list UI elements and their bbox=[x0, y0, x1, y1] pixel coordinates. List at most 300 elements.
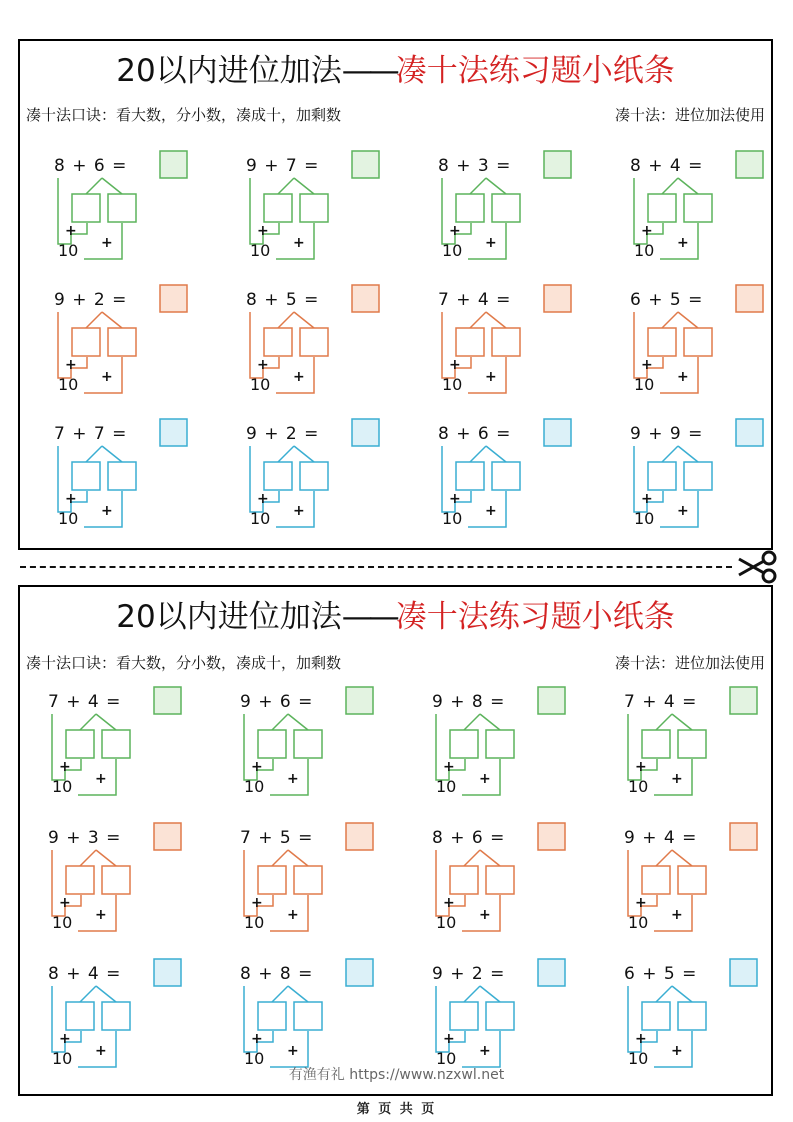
equals-sign: = bbox=[112, 156, 128, 176]
split-line bbox=[672, 986, 692, 1002]
make-ten-problem bbox=[46, 821, 206, 941]
equals-sign: = bbox=[688, 290, 704, 310]
addend-a: 7 bbox=[54, 424, 66, 444]
plus-sign: + bbox=[677, 235, 689, 251]
split-line bbox=[672, 714, 692, 730]
equation bbox=[54, 155, 127, 177]
split-line bbox=[288, 714, 308, 730]
equals-sign: = bbox=[682, 964, 698, 984]
split-box[interactable] bbox=[486, 1002, 514, 1030]
split-box[interactable] bbox=[648, 462, 676, 490]
answer-box[interactable] bbox=[160, 285, 187, 312]
plus-sign: + bbox=[479, 1043, 491, 1059]
answer-box[interactable] bbox=[730, 959, 757, 986]
ten-label: 10 bbox=[52, 913, 73, 932]
split-box[interactable] bbox=[294, 1002, 322, 1030]
split-box[interactable] bbox=[684, 328, 712, 356]
split-box[interactable] bbox=[450, 1002, 478, 1030]
split-box[interactable] bbox=[72, 462, 100, 490]
split-line bbox=[470, 446, 486, 462]
scissors-icon bbox=[736, 550, 782, 584]
sheet-title bbox=[20, 595, 771, 639]
title-dash: —— bbox=[341, 53, 396, 89]
equals-sign: = bbox=[682, 692, 698, 712]
addend-a: 9 bbox=[54, 290, 66, 310]
plus-sign: + bbox=[642, 964, 658, 984]
split-box[interactable] bbox=[678, 730, 706, 758]
split-line bbox=[672, 850, 692, 866]
ten-label: 10 bbox=[58, 241, 79, 260]
method-rhyme: 凑十法口诀：看大数，分小数，凑成十，加剩数 bbox=[26, 654, 342, 672]
split-line bbox=[678, 312, 698, 328]
make-ten-problem bbox=[436, 149, 596, 269]
plus-sign: + bbox=[450, 828, 466, 848]
answer-box[interactable] bbox=[154, 823, 181, 850]
equals-sign: = bbox=[106, 828, 122, 848]
equals-sign: = bbox=[682, 828, 698, 848]
addend-a: 9 bbox=[630, 424, 642, 444]
plus-sign: + bbox=[642, 692, 658, 712]
split-line bbox=[486, 312, 506, 328]
plus-sign: + bbox=[450, 964, 466, 984]
title-subtitle: 凑十法练习题小纸条 bbox=[395, 599, 675, 635]
split-line bbox=[656, 714, 672, 730]
split-line bbox=[278, 446, 294, 462]
equation bbox=[54, 289, 127, 311]
plus-sign: + bbox=[101, 369, 113, 385]
make-ten-problem bbox=[244, 417, 404, 537]
addend-a: 8 bbox=[240, 964, 252, 984]
split-line bbox=[96, 714, 116, 730]
addend-b: 4 bbox=[669, 156, 682, 176]
answer-box[interactable] bbox=[538, 959, 565, 986]
split-line bbox=[470, 312, 486, 328]
equals-sign: = bbox=[112, 290, 128, 310]
plus-sign: + bbox=[59, 895, 71, 911]
ten-label: 10 bbox=[244, 777, 265, 796]
split-box[interactable] bbox=[294, 730, 322, 758]
plus-sign: + bbox=[635, 895, 647, 911]
answer-box[interactable] bbox=[154, 687, 181, 714]
watermark: 有渔有礼 https://www.nzxwl.net bbox=[288, 1067, 505, 1083]
answer-box[interactable] bbox=[538, 823, 565, 850]
answer-box[interactable] bbox=[346, 959, 373, 986]
addend-b: 5 bbox=[669, 290, 682, 310]
answer-box[interactable] bbox=[352, 419, 379, 446]
split-line bbox=[102, 178, 122, 194]
addend-b: 7 bbox=[285, 156, 298, 176]
addend-a: 8 bbox=[438, 424, 450, 444]
plus-sign: + bbox=[648, 290, 664, 310]
equation bbox=[240, 691, 313, 713]
plus-sign: + bbox=[456, 290, 472, 310]
equals-sign: = bbox=[490, 828, 506, 848]
ten-label: 10 bbox=[250, 375, 271, 394]
plus-sign: + bbox=[95, 907, 107, 923]
make-ten-problem bbox=[238, 957, 398, 1077]
make-ten-problem bbox=[238, 685, 398, 805]
sheet-title bbox=[20, 49, 771, 93]
plus-sign: + bbox=[66, 692, 82, 712]
plus-sign: + bbox=[251, 1031, 263, 1047]
plus-sign: + bbox=[449, 357, 461, 373]
split-line bbox=[96, 986, 116, 1002]
make-ten-problem bbox=[244, 283, 404, 403]
split-line bbox=[80, 714, 96, 730]
plus-sign: + bbox=[443, 759, 455, 775]
split-box[interactable] bbox=[264, 462, 292, 490]
equals-sign: = bbox=[688, 156, 704, 176]
method-usage: 凑十法：进位加法使用 bbox=[614, 106, 765, 124]
plus-sign: + bbox=[443, 1031, 455, 1047]
split-line bbox=[294, 178, 314, 194]
plus-sign: + bbox=[65, 491, 77, 507]
equation bbox=[246, 289, 319, 311]
split-box[interactable] bbox=[648, 328, 676, 356]
split-line bbox=[656, 986, 672, 1002]
plus-sign: + bbox=[443, 895, 455, 911]
plus-sign: + bbox=[258, 964, 274, 984]
plus-sign: + bbox=[293, 369, 305, 385]
make-ten-problem bbox=[46, 685, 206, 805]
equals-sign: = bbox=[490, 964, 506, 984]
plus-sign: + bbox=[648, 156, 664, 176]
ten-label: 10 bbox=[628, 777, 649, 796]
addend-a: 8 bbox=[48, 964, 60, 984]
plus-sign: + bbox=[257, 491, 269, 507]
equation bbox=[630, 155, 703, 177]
addend-a: 9 bbox=[240, 692, 252, 712]
plus-sign: + bbox=[65, 357, 77, 373]
answer-box[interactable] bbox=[352, 151, 379, 178]
split-box[interactable] bbox=[642, 1002, 670, 1030]
plus-sign: + bbox=[251, 895, 263, 911]
split-box[interactable] bbox=[678, 866, 706, 894]
split-line bbox=[480, 850, 500, 866]
split-line bbox=[86, 446, 102, 462]
equals-sign: = bbox=[304, 156, 320, 176]
split-box[interactable] bbox=[72, 328, 100, 356]
split-box[interactable] bbox=[66, 1002, 94, 1030]
split-line bbox=[678, 446, 698, 462]
split-box[interactable] bbox=[456, 462, 484, 490]
plus-sign: + bbox=[485, 369, 497, 385]
equals-sign: = bbox=[304, 290, 320, 310]
split-box[interactable] bbox=[492, 462, 520, 490]
split-box[interactable] bbox=[294, 866, 322, 894]
make-ten-problem bbox=[46, 957, 206, 1077]
equation bbox=[246, 155, 319, 177]
addend-b: 6 bbox=[471, 828, 484, 848]
plus-sign: + bbox=[641, 223, 653, 239]
split-box[interactable] bbox=[492, 194, 520, 222]
split-box[interactable] bbox=[492, 328, 520, 356]
plus-sign: + bbox=[65, 223, 77, 239]
split-box[interactable] bbox=[102, 1002, 130, 1030]
plus-sign: + bbox=[264, 424, 280, 444]
plus-sign: + bbox=[287, 907, 299, 923]
split-line bbox=[80, 850, 96, 866]
equation bbox=[246, 423, 319, 445]
split-line bbox=[464, 986, 480, 1002]
split-line bbox=[272, 714, 288, 730]
split-box[interactable] bbox=[108, 328, 136, 356]
plus-sign: + bbox=[677, 369, 689, 385]
make-ten-problem bbox=[430, 821, 590, 941]
equals-sign: = bbox=[496, 424, 512, 444]
ten-label: 10 bbox=[436, 913, 457, 932]
addend-b: 5 bbox=[663, 964, 676, 984]
plus-sign: + bbox=[485, 235, 497, 251]
split-box[interactable] bbox=[66, 866, 94, 894]
equation bbox=[438, 289, 511, 311]
equation bbox=[48, 827, 121, 849]
split-box[interactable] bbox=[456, 194, 484, 222]
plus-sign: + bbox=[293, 503, 305, 519]
split-line bbox=[288, 986, 308, 1002]
plus-sign: + bbox=[450, 692, 466, 712]
ten-label: 10 bbox=[436, 1049, 457, 1068]
addend-a: 9 bbox=[432, 964, 444, 984]
split-box[interactable] bbox=[486, 866, 514, 894]
addend-a: 6 bbox=[630, 290, 642, 310]
addend-b: 4 bbox=[477, 290, 490, 310]
plus-sign: + bbox=[635, 1031, 647, 1047]
split-box[interactable] bbox=[300, 462, 328, 490]
split-box[interactable] bbox=[300, 194, 328, 222]
split-line bbox=[102, 312, 122, 328]
plus-sign: + bbox=[456, 424, 472, 444]
worksheet-slip-2 bbox=[18, 585, 773, 1096]
ten-label: 10 bbox=[436, 777, 457, 796]
addend-b: 6 bbox=[279, 692, 292, 712]
split-box[interactable] bbox=[108, 462, 136, 490]
split-line bbox=[470, 178, 486, 194]
answer-box[interactable] bbox=[544, 419, 571, 446]
make-ten-problem bbox=[52, 149, 212, 269]
plus-sign: + bbox=[641, 357, 653, 373]
plus-sign: + bbox=[449, 223, 461, 239]
addend-b: 4 bbox=[87, 692, 100, 712]
equals-sign: = bbox=[490, 692, 506, 712]
make-ten-problem bbox=[436, 417, 596, 537]
title-subtitle: 凑十法练习题小纸条 bbox=[395, 53, 675, 89]
addend-b: 2 bbox=[471, 964, 484, 984]
addend-a: 8 bbox=[438, 156, 450, 176]
answer-box[interactable] bbox=[346, 823, 373, 850]
addend-b: 6 bbox=[477, 424, 490, 444]
split-line bbox=[662, 446, 678, 462]
answer-box[interactable] bbox=[736, 151, 763, 178]
ten-label: 10 bbox=[52, 1049, 73, 1068]
split-box[interactable] bbox=[300, 328, 328, 356]
make-ten-problem bbox=[52, 417, 212, 537]
split-line bbox=[288, 850, 308, 866]
equals-sign: = bbox=[298, 964, 314, 984]
addend-b: 5 bbox=[285, 290, 298, 310]
addend-b: 7 bbox=[93, 424, 106, 444]
plus-sign: + bbox=[264, 156, 280, 176]
split-box[interactable] bbox=[486, 730, 514, 758]
method-usage: 凑十法：进位加法使用 bbox=[614, 654, 765, 672]
split-line bbox=[662, 178, 678, 194]
split-box[interactable] bbox=[684, 194, 712, 222]
method-rhyme: 凑十法口诀：看大数，分小数，凑成十，加剩数 bbox=[26, 106, 342, 124]
equation bbox=[240, 827, 313, 849]
answer-box[interactable] bbox=[736, 285, 763, 312]
answer-box[interactable] bbox=[352, 285, 379, 312]
plus-sign: + bbox=[59, 759, 71, 775]
make-ten-problem bbox=[244, 149, 404, 269]
addend-a: 8 bbox=[54, 156, 66, 176]
equals-sign: = bbox=[298, 692, 314, 712]
split-box[interactable] bbox=[258, 730, 286, 758]
split-line bbox=[678, 178, 698, 194]
make-ten-problem bbox=[430, 957, 590, 1077]
answer-box[interactable] bbox=[544, 151, 571, 178]
ten-label: 10 bbox=[244, 1049, 265, 1068]
split-line bbox=[480, 986, 500, 1002]
ten-label: 10 bbox=[52, 777, 73, 796]
make-ten-problem bbox=[628, 417, 788, 537]
equation bbox=[54, 423, 127, 445]
make-ten-problem bbox=[52, 283, 212, 403]
ten-label: 10 bbox=[58, 375, 79, 394]
plus-sign: + bbox=[671, 771, 683, 787]
addend-b: 9 bbox=[669, 424, 682, 444]
split-line bbox=[294, 312, 314, 328]
plus-sign: + bbox=[456, 156, 472, 176]
addend-b: 8 bbox=[279, 964, 292, 984]
split-line bbox=[86, 178, 102, 194]
split-box[interactable] bbox=[642, 730, 670, 758]
ten-label: 10 bbox=[250, 509, 271, 528]
answer-box[interactable] bbox=[730, 687, 757, 714]
split-box[interactable] bbox=[678, 1002, 706, 1030]
split-box[interactable] bbox=[108, 194, 136, 222]
split-box[interactable] bbox=[264, 194, 292, 222]
split-line bbox=[272, 986, 288, 1002]
equals-sign: = bbox=[688, 424, 704, 444]
title-main: 20以内进位加法 bbox=[116, 599, 342, 635]
make-ten-problem bbox=[622, 821, 782, 941]
equation bbox=[432, 691, 505, 713]
split-box[interactable] bbox=[102, 730, 130, 758]
equation bbox=[624, 691, 697, 713]
ten-label: 10 bbox=[634, 509, 655, 528]
plus-sign: + bbox=[72, 290, 88, 310]
plus-sign: + bbox=[287, 771, 299, 787]
addend-b: 3 bbox=[477, 156, 490, 176]
addend-b: 2 bbox=[93, 290, 106, 310]
plus-sign: + bbox=[671, 907, 683, 923]
split-box[interactable] bbox=[456, 328, 484, 356]
addend-a: 8 bbox=[246, 290, 258, 310]
ten-label: 10 bbox=[250, 241, 271, 260]
answer-box[interactable] bbox=[730, 823, 757, 850]
split-box[interactable] bbox=[72, 194, 100, 222]
equation bbox=[240, 963, 313, 985]
plus-sign: + bbox=[257, 357, 269, 373]
plus-sign: + bbox=[677, 503, 689, 519]
plus-sign: + bbox=[251, 759, 263, 775]
addend-a: 9 bbox=[624, 828, 636, 848]
equation bbox=[48, 963, 121, 985]
addend-b: 5 bbox=[279, 828, 292, 848]
split-box[interactable] bbox=[258, 866, 286, 894]
answer-box[interactable] bbox=[736, 419, 763, 446]
equals-sign: = bbox=[106, 964, 122, 984]
split-line bbox=[480, 714, 500, 730]
answer-box[interactable] bbox=[346, 687, 373, 714]
split-box[interactable] bbox=[258, 1002, 286, 1030]
split-box[interactable] bbox=[450, 866, 478, 894]
equation bbox=[438, 423, 511, 445]
addend-a: 9 bbox=[246, 424, 258, 444]
plus-sign: + bbox=[485, 503, 497, 519]
answer-box[interactable] bbox=[154, 959, 181, 986]
addend-a: 9 bbox=[432, 692, 444, 712]
answer-box[interactable] bbox=[544, 285, 571, 312]
plus-sign: + bbox=[642, 828, 658, 848]
addend-a: 7 bbox=[438, 290, 450, 310]
plus-sign: + bbox=[101, 235, 113, 251]
answer-box[interactable] bbox=[538, 687, 565, 714]
answer-box[interactable] bbox=[160, 419, 187, 446]
title-main: 20以内进位加法 bbox=[116, 53, 342, 89]
plus-sign: + bbox=[257, 223, 269, 239]
split-line bbox=[486, 446, 506, 462]
split-line bbox=[486, 178, 506, 194]
make-ten-problem bbox=[430, 685, 590, 805]
equals-sign: = bbox=[304, 424, 320, 444]
plus-sign: + bbox=[635, 759, 647, 775]
plus-sign: + bbox=[671, 1043, 683, 1059]
plus-sign: + bbox=[264, 290, 280, 310]
plus-sign: + bbox=[258, 692, 274, 712]
split-line bbox=[86, 312, 102, 328]
answer-box[interactable] bbox=[160, 151, 187, 178]
split-box[interactable] bbox=[102, 866, 130, 894]
split-box[interactable] bbox=[66, 730, 94, 758]
worksheet-slip-1 bbox=[18, 39, 773, 550]
split-line bbox=[272, 850, 288, 866]
ten-label: 10 bbox=[634, 241, 655, 260]
split-line bbox=[294, 446, 314, 462]
page-footer: 第 页 共 页 bbox=[356, 1102, 437, 1117]
plus-sign: + bbox=[449, 491, 461, 507]
addend-b: 4 bbox=[87, 964, 100, 984]
ten-label: 10 bbox=[442, 509, 463, 528]
split-box[interactable] bbox=[684, 462, 712, 490]
plus-sign: + bbox=[293, 235, 305, 251]
equals-sign: = bbox=[112, 424, 128, 444]
split-box[interactable] bbox=[648, 194, 676, 222]
equals-sign: = bbox=[106, 692, 122, 712]
split-line bbox=[464, 714, 480, 730]
split-box[interactable] bbox=[264, 328, 292, 356]
split-line bbox=[662, 312, 678, 328]
split-box[interactable] bbox=[642, 866, 670, 894]
addend-a: 9 bbox=[246, 156, 258, 176]
addend-b: 6 bbox=[93, 156, 106, 176]
make-ten-problem bbox=[238, 821, 398, 941]
addend-b: 2 bbox=[285, 424, 298, 444]
addend-b: 4 bbox=[663, 828, 676, 848]
plus-sign: + bbox=[72, 156, 88, 176]
ten-label: 10 bbox=[442, 241, 463, 260]
split-box[interactable] bbox=[450, 730, 478, 758]
